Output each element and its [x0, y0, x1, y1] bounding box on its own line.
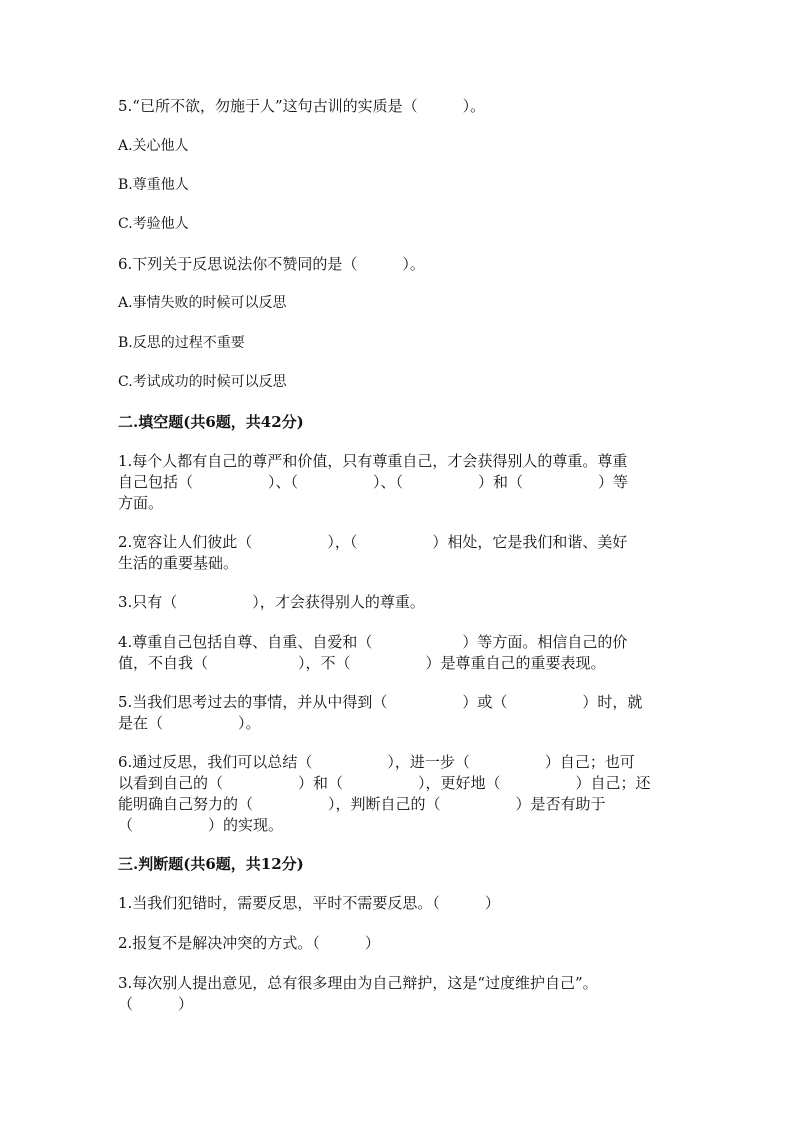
question-6-option-a: A.事情失败的时候可以反思	[118, 295, 287, 311]
section-three-heading: 三.判断题(共6题，共12分)	[118, 855, 304, 873]
question-6-option-c: C.考试成功的时候可以反思	[118, 374, 287, 390]
fill-question-5-line-2: 是在（ ）。	[118, 714, 261, 732]
question-5-option-c: C.考验他人	[118, 216, 189, 232]
fill-question-1-line-2: 自己包括（ ）、（ ）、（ ）和（ ）等	[118, 473, 629, 491]
question-6-stem: 6.下列关于反思说法你不赞同的是（ ）。	[118, 255, 425, 273]
fill-question-6-line-3: 能明确自己努力的（ ），判断自己的（ ）是否有助于	[118, 795, 606, 813]
section-two-heading: 二.填空题(共6题，共42分)	[118, 413, 304, 431]
fill-question-6-line-4: （ ）的实现。	[118, 816, 284, 834]
judge-question-3-line-1: 3.每次别人提出意见，总有很多理由为自己辩护，这是“过度维护自己”。	[118, 974, 598, 992]
question-5-option-a: A.关心他人	[118, 138, 189, 154]
fill-question-4-line-2: 值，不自我（ ），不（ ）是尊重自己的重要表现。	[118, 654, 606, 672]
judge-question-2-line-1: 2.报复不是解决冲突的方式。（ ）	[118, 934, 380, 952]
fill-question-3-line-1: 3.只有（ ），才会获得别人的尊重。	[118, 593, 425, 611]
fill-question-6-line-1: 6.通过反思，我们可以总结（ ），进一步（ ）自己；也可	[118, 753, 635, 771]
fill-question-1-line-1: 1.每个人都有自己的尊严和价值，只有尊重自己，才会获得别人的尊重。尊重	[118, 452, 628, 470]
question-6-option-b: B.反思的过程不重要	[118, 335, 245, 351]
fill-question-6-line-2: 以看到自己的（ ）和（ ），更好地（ ）自己；还	[118, 774, 651, 792]
fill-question-2-line-2: 生活的重要基础。	[118, 554, 239, 572]
fill-question-5-line-1: 5.当我们思考过去的事情，并从中得到（ ）或（ ）时，就	[118, 693, 643, 711]
judge-question-3-line-2: （ ）	[118, 995, 194, 1013]
question-5-option-b: B.尊重他人	[118, 177, 189, 193]
question-5-stem: 5.“已所不欲，勿施于人”这句古训的实质是（ ）。	[118, 97, 486, 115]
fill-question-2-line-1: 2.宽容让人们彼此（ ），（ ）相处，它是我们和谐、美好	[118, 533, 628, 551]
fill-question-4-line-1: 4.尊重自己包括自尊、自重、自爱和（ ）等方面。相信自己的价	[118, 633, 628, 651]
fill-question-1-line-3: 方面。	[118, 494, 164, 512]
judge-question-1-line-1: 1.当我们犯错时，需要反思，平时不需要反思。（ ）	[118, 894, 500, 912]
